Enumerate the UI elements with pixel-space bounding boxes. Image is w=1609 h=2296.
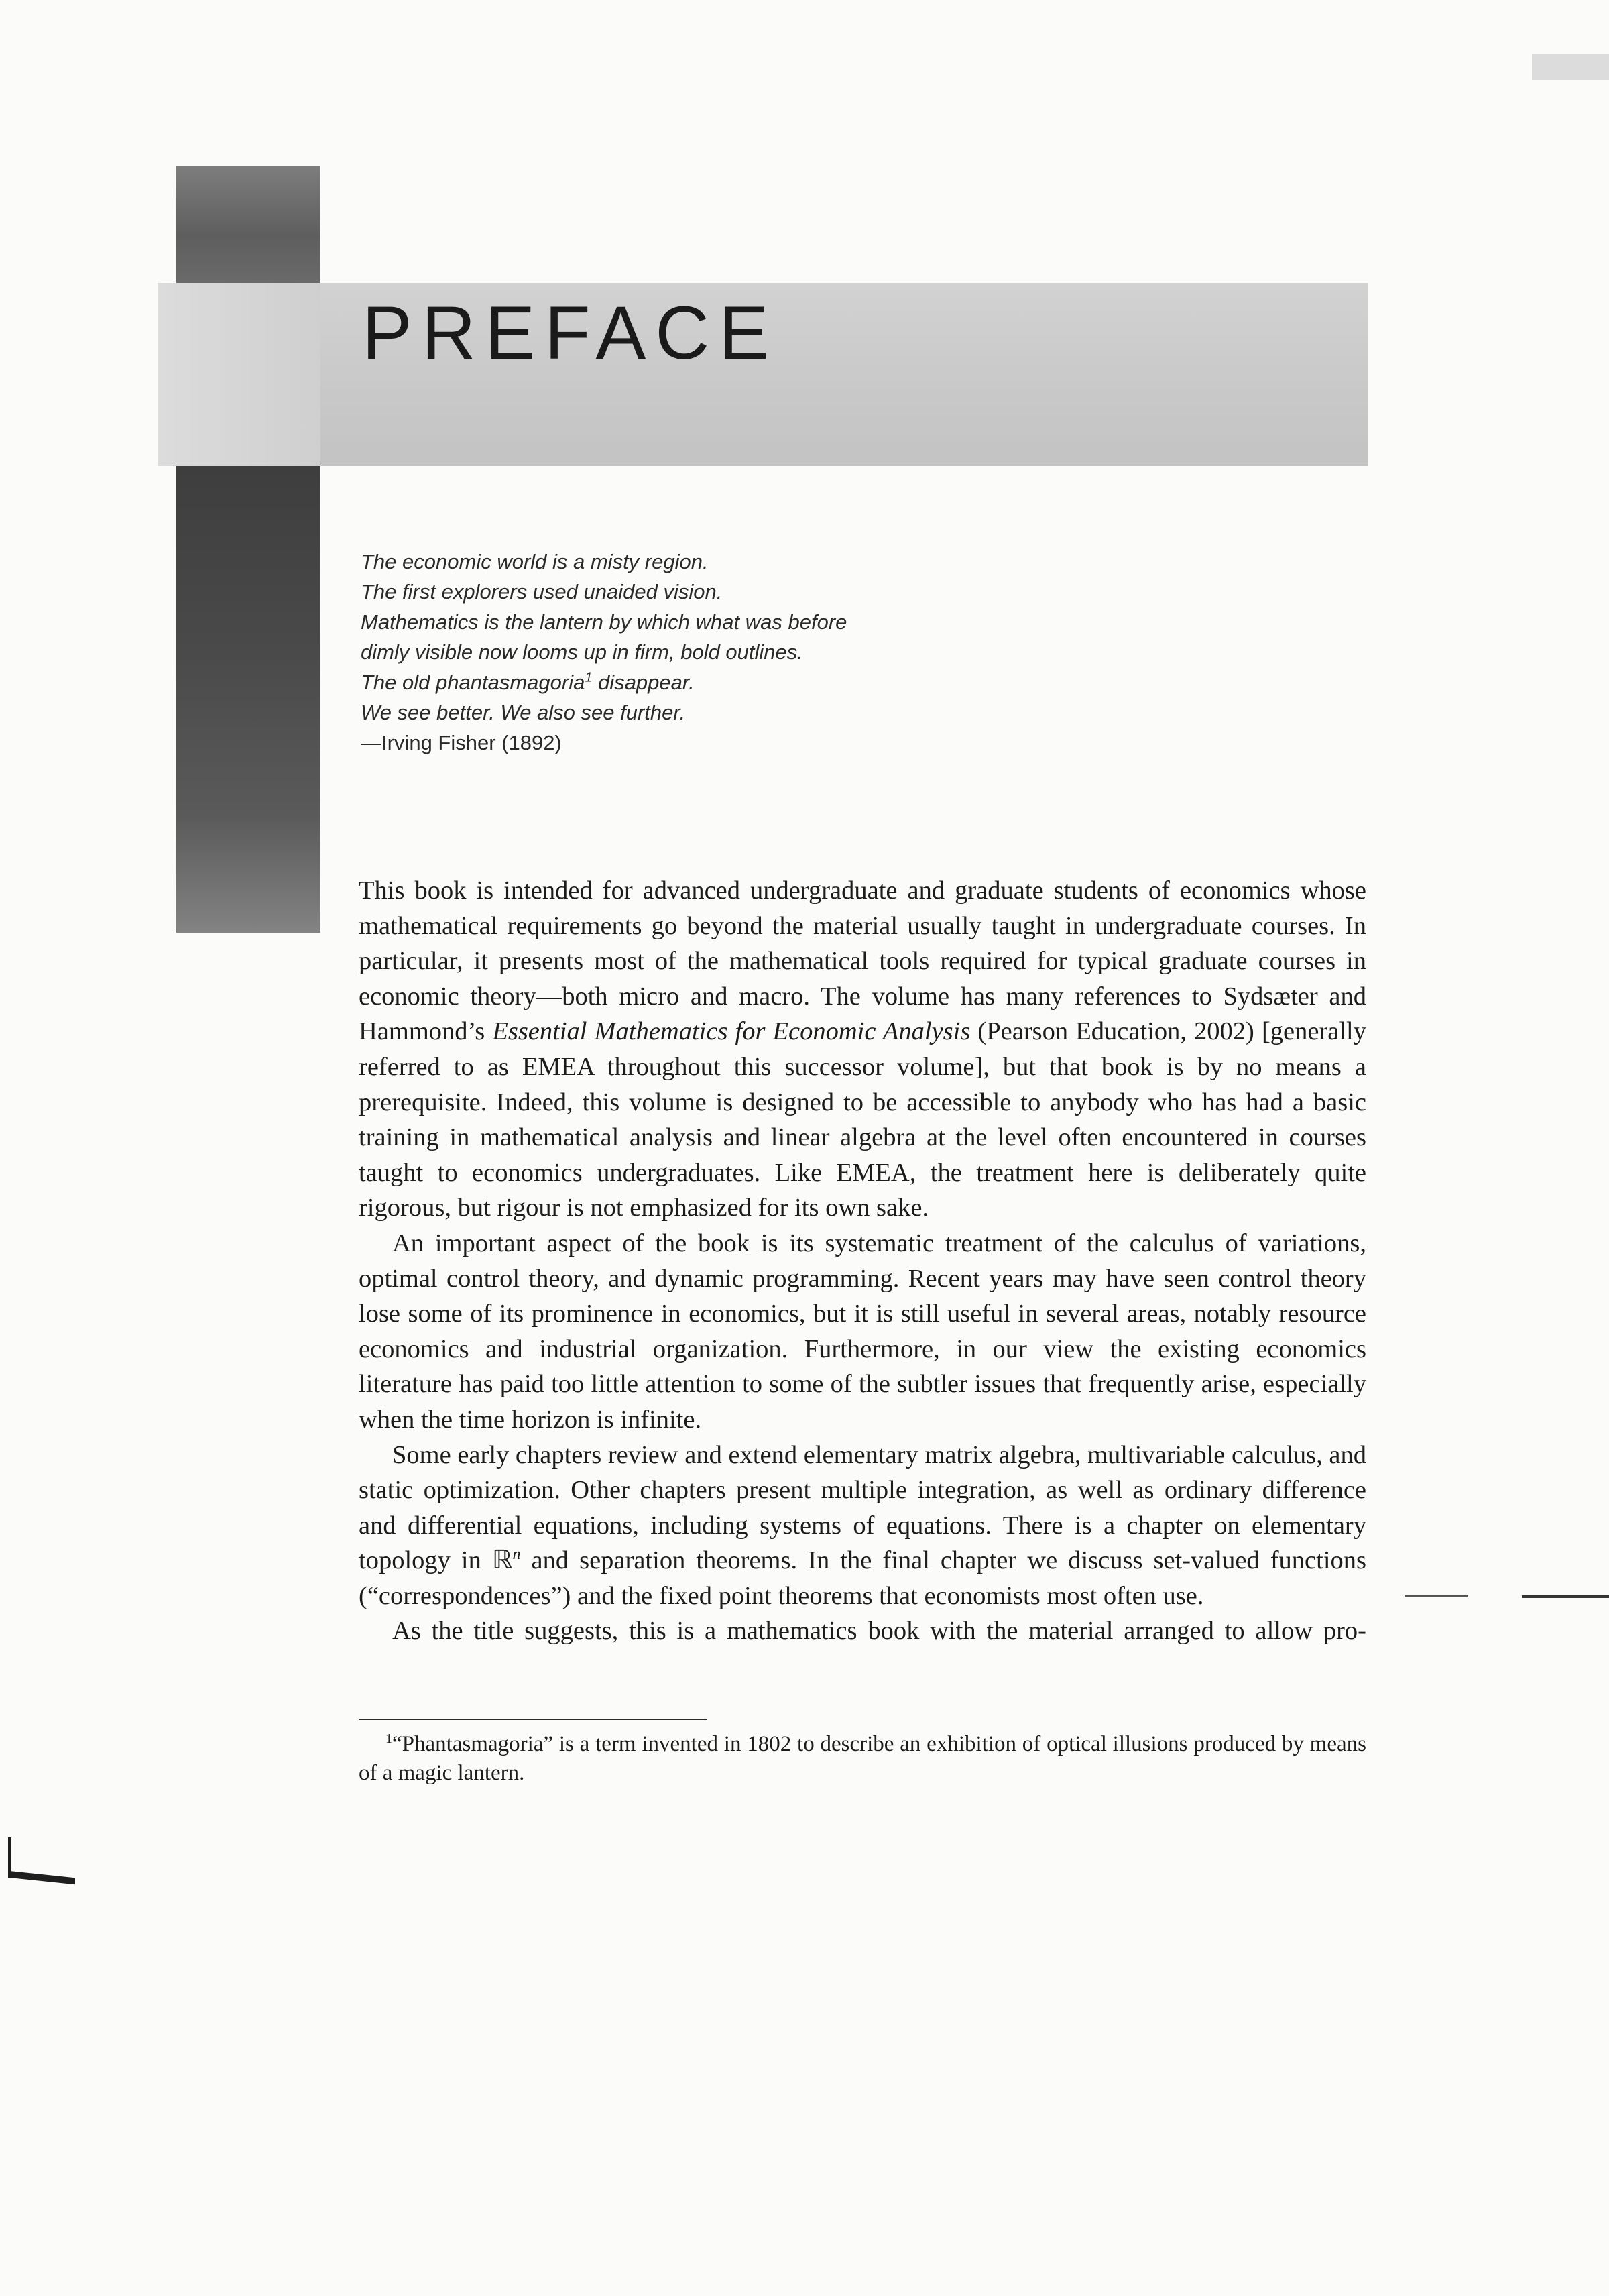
header-band-left-edge <box>158 283 320 466</box>
epigraph-line-tail: disappear. <box>592 671 695 694</box>
epigraph-line: The first explorers used unaided vision. <box>361 580 723 604</box>
scan-artifact-mark <box>1532 54 1609 80</box>
sidebar-block-bottom <box>176 466 320 933</box>
epigraph-line: The economic world is a misty region. <box>361 550 709 573</box>
paragraph-text: (Pearson Education, 2002) [generally referred to as EMEA throughout this successor volume], but that book is by no means a prerequisite. Indeed, this volume is designed to be accessible to anybody who has had a basic training in mathematical analysis and linear algebra at the level often encountered in courses taught to economics undergraduates. Like EMEA, the treatment here is deliberately quite rigorous, but rigour is not emphasized for its own sake. <box>359 1017 1366 1222</box>
sidebar-block-top <box>176 166 320 283</box>
paragraph <box>359 873 1366 1226</box>
real-space-exponent: n <box>512 1546 521 1564</box>
scan-artifact-mark <box>1405 1595 1468 1597</box>
paragraph: An important aspect of the book is its systematic treatment of the calculus of variations, optimal control theory, and dynamic programming. Recent years may have seen control theory lose some of its prominence in economics, but it is still useful in several areas, notably resource economics and industrial organization. Furthermore, in our view the existing economics literature has paid too little attention to some of the subtler issues that frequently arise, especially when the time horizon is infinite. <box>359 1228 1366 1434</box>
book-title: Essential Mathematics for Economic Analysis <box>492 1017 971 1046</box>
footnote-rule <box>359 1719 707 1720</box>
paragraph <box>359 1438 1366 1614</box>
epigraph-line-text: The old phantasmagoria <box>361 671 585 694</box>
body-text <box>359 873 1366 1649</box>
paragraph-text: Some early chapters review and extend elementary matrix algebra, multivariable calculus, and static optimization. Other chapters present multiple integration, as well as ordinary difference and differential equations, including systems of equations. There is a chapter on elementary topology in <box>359 1440 1366 1575</box>
footnote <box>359 1730 1366 1788</box>
epigraph-line: dimly visible now looms up in firm, bold outlines. <box>361 640 803 664</box>
real-space-symbol: ℝ <box>491 1546 513 1575</box>
footnote-mark: 1 <box>385 1731 392 1746</box>
scan-artifact-mark <box>8 1837 11 1878</box>
chapter-title: PREFACE <box>362 291 778 375</box>
scan-artifact-mark <box>8 1871 75 1885</box>
epigraph-attribution: —Irving Fisher (1892) <box>361 731 562 754</box>
epigraph-line: We see better. We also see further. <box>361 701 686 724</box>
paragraph-text: and separation theorems. In the final chapter we discuss set-valued functions (“correspondences”) and the fixed point theorems that economists most often use. <box>359 1546 1367 1610</box>
scan-artifact-mark <box>1522 1595 1609 1598</box>
epigraph-line <box>361 667 964 697</box>
footnote-reference: 1 <box>585 670 593 685</box>
footnote-text: “Phantasmagoria” is a term invented in 1802 to describe an exhibition of optical illusions produced by means of a magic lantern. <box>359 1732 1366 1785</box>
epigraph-line: Mathematics is the lantern by which what was before <box>361 610 847 634</box>
paragraph-text: This book is intended for advanced undergraduate and graduate students of economics whose mathematical requirements go beyond the material usually taught in undergraduate courses. In particular, it presents most of the mathematical tools required for typical graduate courses in economic theory—both micro and macro. The volume has many references to Sydsæter and Hammond’s <box>359 876 1366 1046</box>
paragraph: As the title suggests, this is a mathematics book with the material arranged to allow pro- <box>392 1617 1366 1646</box>
epigraph <box>361 547 964 758</box>
